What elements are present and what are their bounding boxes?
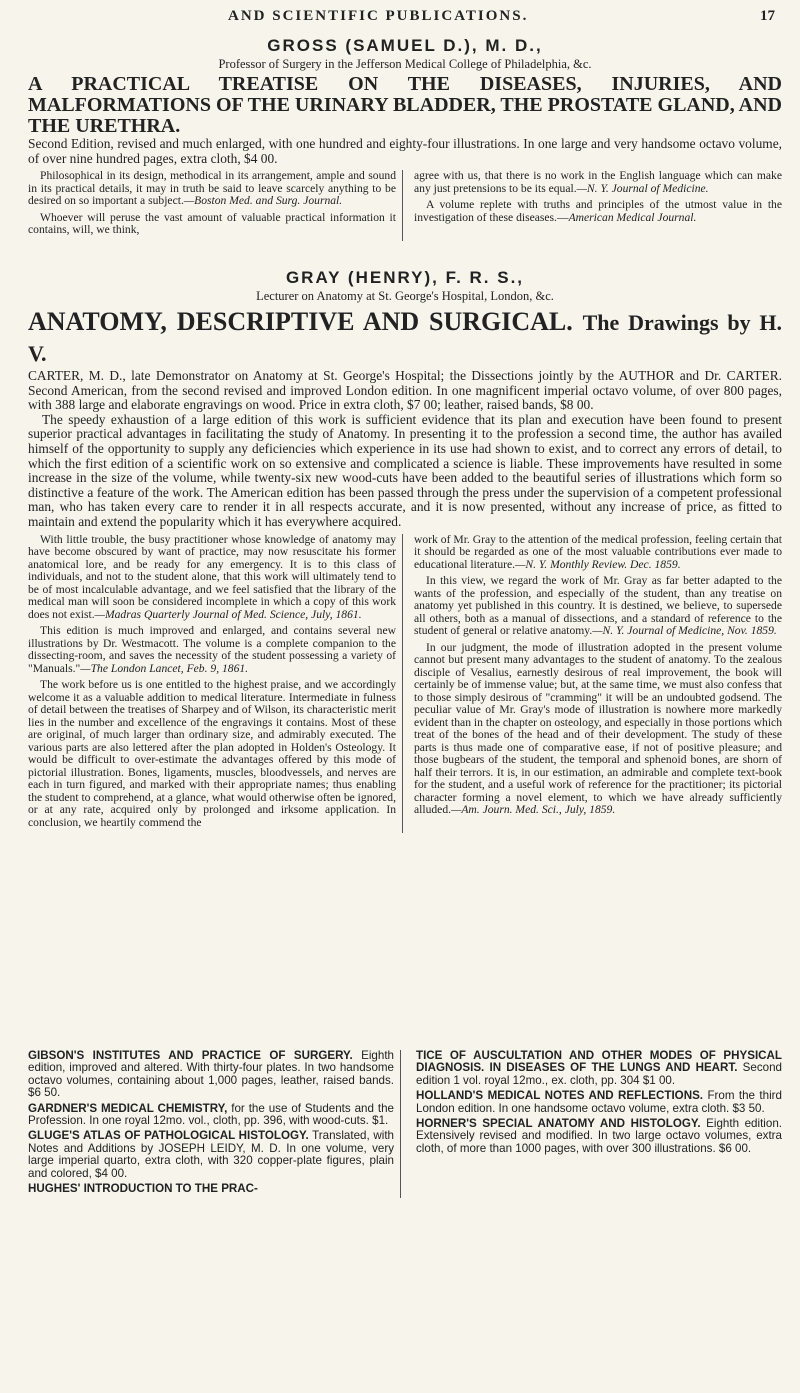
ad-title: GARDNER'S MEDICAL CHEMISTRY, bbox=[28, 1101, 228, 1115]
book-ads bbox=[28, 1050, 782, 1198]
review-citation: —The London Lancet, Feb. 9, 1861. bbox=[80, 661, 249, 675]
ad-title: GLUGE'S ATLAS OF PATHOLOGICAL HISTOLOGY. bbox=[28, 1129, 309, 1143]
review-text: With little trouble, the busy practitioner whose knowledge of anatomy may have become obscured by want of practice, may now resuscitate his former anatomical lore, and be ready for any emergency. It is to this class of individuals, and not to the student alone, that this work will ultimately tend to be of most incalculable advantage, and we feel satisfied that the library of the medical man will soon be considered incomplete in which a copy of this work does not exist. bbox=[28, 532, 396, 621]
review-citation: —N. Y. Journal of Medicine. bbox=[576, 181, 709, 195]
ad-title: GIBSON'S INSTITUTES AND PRACTICE OF SURGERY. bbox=[28, 1049, 353, 1062]
review-citation: American Medical Journal. bbox=[568, 210, 697, 224]
gray-title bbox=[28, 307, 782, 369]
gross-review-left bbox=[28, 170, 403, 241]
ad-entry bbox=[416, 1118, 782, 1155]
ad-entry bbox=[28, 1130, 394, 1180]
gray-reviews bbox=[28, 534, 782, 834]
gray-description: CARTER, M. D., late Demonstrator on Anatomy at St. George's Hospital; the Dissections jointly by the AUTHOR and Dr. CARTER. Second American, from the second revised and improved London edition. In one magnificent imperial octavo volume, of over 800 pages, with 388 large and elaborate engravings on wood. Price in extra cloth, $7 00; leather, raised bands, $8 00. bbox=[28, 368, 782, 413]
review-text: This edition is much improved and enlarged, and contains several new illustrations by Dr. Westmacott. The volume is a complete companion to the dissecting-room, and saves the necessity of the student possessing a variety of "Manuals." bbox=[28, 624, 396, 675]
review-text: agree with us, that there is no work in the English language which can make any just pretensions to be its equal. bbox=[414, 169, 782, 195]
review-citation: —Am. Journ. Med. Sci., July, 1859. bbox=[451, 803, 616, 817]
ads-left-column bbox=[28, 1050, 401, 1198]
review-text: In this view, we regard the work of Mr. Gray as far better adapted to the wants of the profession, and especially of the student, than any treatise on anatomy yet published in this country. It is destined, we believe, to supersede all others, both as a manual of dissections, and a standard of reference to the student of general or relative anatomy. bbox=[414, 574, 782, 638]
page-number: 17 bbox=[760, 8, 775, 24]
review-text: Philosophical in its design, methodical in its arrangement, ample and sound in its practical details, it may in truth be said to leave scarcely anything to be desired on so important a subject. bbox=[28, 169, 396, 208]
gray-author: GRAY (HENRY), F. R. S., bbox=[285, 268, 525, 287]
ad-entry bbox=[416, 1090, 782, 1115]
gross-author: GROSS (SAMUEL D.), M. D., bbox=[267, 36, 543, 55]
review-citation: —Madras Quarterly Journal of Med. Science, July, 1861. bbox=[94, 607, 362, 621]
review-text: work of Mr. Gray to the attention of the medical profession, feeling certain that it should be regarded as one of the most valuable contributions ever made to educational literature. bbox=[414, 532, 782, 571]
ad-entry bbox=[416, 1050, 782, 1087]
gray-title-main: ANATOMY, DESCRIPTIVE AND SURGICAL. bbox=[28, 307, 573, 336]
review-text: In our judgment, the mode of illustration adopted in the present volume cannot but present many advantages to the student of anatomy. To the zealous disciple of Vesalius, earnestly desirous of real improvement, the book will certainly be of immense value; but, at the same time, we must also confess that to those simply desirous of "cramming" it will be an undoubted godsend. The peculiar value of Mr. Gray's mode of illustration is nowhere more markedly evident than in the chapter on osteology, and especially in those portions which treat of the bones of the head and of their development. The study of these parts is thus made one of comparative ease, if not of positive pleasure; and those bugbears of the student, the temporal and sphenoid bones, are shorn of half their terrors. It is, in our estimation, an admirable and complete text-book for the student, and a useful work of reference for the practitioner; its pictorial character forming a novel element, to which we have already sufficiently alluded. bbox=[414, 640, 782, 817]
ad-text: Eighth edition. Extensively revised and modified. In two large octavo volumes, extra cloth, of more than 1000 pages, with over 300 illustrations. $6 00. bbox=[416, 1117, 782, 1155]
ad-text: Translated, with Notes and Additions by JOSEPH LEIDY, M. D. In one volume, very large imperial quarto, extra cloth, with 320 copper-plate figures, plain and colored, $4 00. bbox=[28, 1129, 394, 1180]
review-citation: —N. Y. Journal of Medicine, Nov. 1859. bbox=[592, 624, 777, 638]
gross-description: Second Edition, revised and much enlarged, with one hundred and eighty-four illustrations. In one large and very handsome octavo volume, of over nine hundred pages, extra cloth, $4 00. bbox=[28, 136, 782, 166]
ad-entry bbox=[28, 1183, 394, 1195]
review-citation: —N. Y. Monthly Review. Dec. 1859. bbox=[515, 557, 681, 571]
review-text: A volume replete with truths and principles of the utmost value in the investigation of these diseases.— bbox=[414, 198, 782, 224]
review-citation: —Boston Med. and Surg. Journal. bbox=[183, 194, 343, 208]
gross-entry bbox=[28, 36, 782, 241]
gray-title-tail: The Drawings by H. V. bbox=[28, 310, 783, 366]
gross-review-right bbox=[414, 170, 782, 241]
gray-entry bbox=[28, 268, 782, 833]
gross-title: A PRACTICAL TREATISE ON THE DISEASES, INJURIES, AND MALFORMATIONS OF THE URINARY BLADDER, THE PROSTATE GLAND, AND THE URETHRA. bbox=[28, 73, 782, 137]
gray-description-2: The speedy exhaustion of a large edition of this work is sufficient evidence that its plan and execution have been found to present superior practical advantages in facilitating the study of Anatomy. In presenting it to the profession a second time, the author has availed himself of the opportunity to supply any deficiencies which experience in its use had shown to exist, and to correct any errors of detail, to which the first edition of a scientific work on so extensive and complicated a science is liable. These improvements have resulted in some increase in the size of the volume, while twenty-six new wood-cuts have been added to the beautiful series of illustrations which form so distinctive a feature of the work. The American edition has been passed through the press under the supervision of a competent professional man, who has taken every care to render it in all respects accurate, and it is now presented, without any increase of price, as fitted to maintain and extend the popularity which it has everywhere acquired. bbox=[28, 411, 782, 529]
ad-entry bbox=[28, 1050, 394, 1100]
gray-affiliation: Lecturer on Anatomy at St. George's Hospital, London, &c. bbox=[256, 289, 554, 303]
ad-text: Eighth edition, improved and altered. With thirty-four plates. In two handsome octavo volumes, containing about 1,000 pages, leather, raised bands. $6 50. bbox=[28, 1049, 394, 1100]
gross-affiliation: Professor of Surgery in the Jefferson Medical College of Philadelphia, &c. bbox=[218, 57, 592, 71]
review-text: The work before us is one entitled to the highest praise, and we accordingly welcome it as a valuable addition to medical literature. Intermediate in fulness of detail between the treatises of Sharpey and of Wilson, its characteristic merit lies in the number and excellence of the engravings it contains. Most of these are original, of much larger than ordinary size, and admirably executed. The various parts are also lettered after the plan adopted in Holden's Osteology. It would be difficult to over-estimate the advantages offered by this mode of pictorial illustration. Bones, ligaments, muscles, bloodvessels, and nerves are each in turn figured, and marked with their appropriate names; thus enabling the student to comprehend, at a glance, what would otherwise often be ignored, or at any rate, acquired only by prolonged and irksome application. In conclusion, we heartily commend the bbox=[28, 678, 396, 829]
gross-reviews bbox=[28, 170, 782, 241]
ad-text: From the third London edition. In one handsome octavo volume, extra cloth. $3 50. bbox=[416, 1089, 782, 1115]
running-head: AND SCIENTIFIC PUBLICATIONS. bbox=[228, 8, 529, 24]
review-text: Whoever will peruse the vast amount of valuable practical information it contains, will, we think, bbox=[28, 210, 396, 237]
ad-title: HUGHES' INTRODUCTION TO THE PRAC- bbox=[28, 1182, 258, 1196]
ads-right-column bbox=[416, 1050, 782, 1198]
ad-entry bbox=[28, 1103, 394, 1128]
page-header bbox=[0, 8, 800, 30]
ad-text: Second edition 1 vol. royal 12mo., ex. cloth, pp. 304 $1 00. bbox=[416, 1061, 782, 1087]
ad-title: HOLLAND'S MEDICAL NOTES AND REFLECTIONS. bbox=[416, 1089, 704, 1103]
ad-title: TICE OF AUSCULTATION AND OTHER MODES OF PHYSICAL DIAGNOSIS. IN DISEASES OF THE LUNGS AND HEART. bbox=[416, 1049, 782, 1075]
ad-text: for the use of Students and the Profession. In one royal 12mo. vol., cloth, pp. 396, with wood-cuts. $1. bbox=[28, 1101, 394, 1128]
gray-review-left bbox=[28, 534, 403, 834]
ad-title: HORNER'S SPECIAL ANATOMY AND HISTOLOGY. bbox=[416, 1117, 701, 1131]
gray-review-right bbox=[414, 534, 782, 834]
